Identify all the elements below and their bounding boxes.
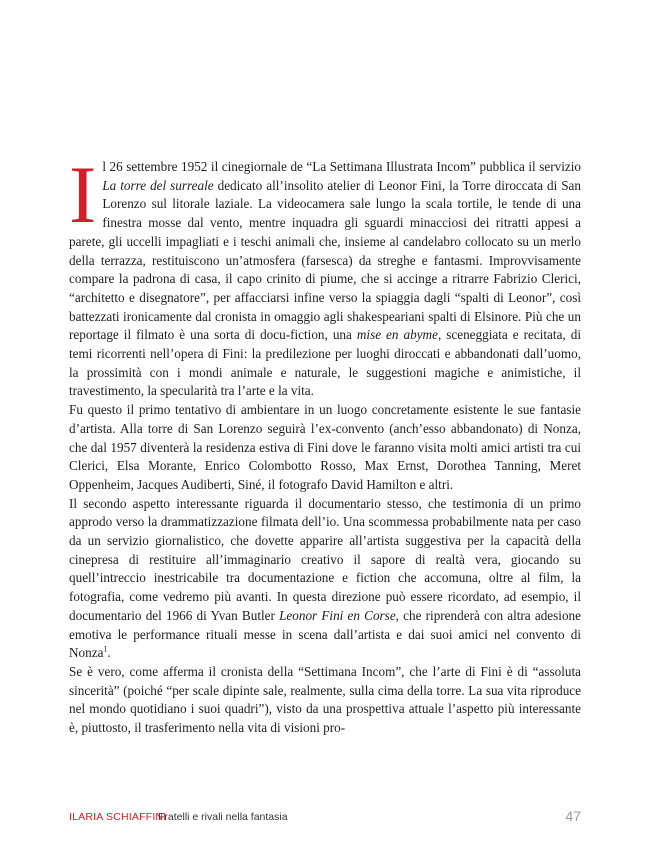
drop-cap: I xyxy=(69,149,97,240)
paragraph-1-text-b: dedicato all’insolito atelier di Leonor Fini, la Torre diroccata di San Lorenzo sul litorale laziale. La videocamera sale lungo la scala tortile, le tende di una finestra mosse dal vento, mentre inquadra gli sguardi minacciosi dei ritratti appesi a parete, gli uccelli impagliati e i teschi animali che, insieme al candelabro collocato su un merlo della terrazza, restituiscono un’atmosfera (farsesca) da streghe e fantasmi. Improvvisamente compare la padrona di casa, il capo crinito di piume, che si accinge a ritrarre Fabrizio Clerici, “architetto e disegnatore”, per affacciarsi infine verso la spiaggia dagli “spalti di Leonor”, così battezzati ironicamente dal cronista in omaggio agli shakespeariani spalti di Elsinore. Più che un reportage il filmato è una sorta di docu-fiction, una xyxy=(69,177,581,343)
paragraph-1-text-a: l 26 settembre 1952 il cinegiornale de “La Settimana Illustrata Incom” pubblica il servizio xyxy=(102,159,581,174)
paragraph-3-text-a: Il secondo aspetto interessante riguarda il documentario stesso, che testimonia di un primo approdo verso la drammatizzazione filmata dell’io. Una scommessa probabilmente nata per caso da un servizio giornalistico, che dovette apparire all’artista suggestiva per la capacità della cinepresa di restituire all’immaginario creativo il sapore di realtà vera, giocando su quell’intreccio inestricabile tra documentazione e fiction che accomuna, oltre al film, la fotografia, come vedremo più avanti. In questa direzione può essere ricordato, ad esempio, il documentario del 1966 di Yvan Butler xyxy=(69,495,581,623)
paragraph-2: Fu questo il primo tentativo di ambientare in un luogo concretamente esistente le sue fantasie d’artista. Alla torre di San Lorenzo seguirà l’ex-convento (anch’esso abbandonato) di Nonza, che dal 1957 diventerà la residenza estiva di Fini dove le faranno visita molti amici artisti tra cui Clerici, Elsa Morante, Enrico Colombotto Rosso, Max Ernst, Dorothea Tanning, Meret Oppenheim, Jacques Audiberti, Siné, il fotografo David Hamilton e altri. xyxy=(69,402,581,492)
paragraph-3-text-c: . xyxy=(107,645,111,661)
paragraph-4: Se è vero, come afferma il cronista della “Settimana Incom”, che l’arte di Fini è di “assoluta sincerità” (poiché “per scale dipinte sale, realmente, sulla cima della torre. La sua vita riproduce nel mondo quotidiano i suoi quadri”), visto da una prospettiva attuale l’aspetto più interessante è, piuttosto, il trasferimento nella vita di visioni pro- xyxy=(69,663,581,736)
body-text xyxy=(69,149,581,738)
paragraph-3 xyxy=(69,495,581,663)
footer-author: ILARIA SCHIAFFINI xyxy=(69,811,167,823)
film-title-leonor-fini-en-corse: Leonor Fini en Corse xyxy=(279,607,396,623)
page-footer xyxy=(69,808,581,828)
page-number: 47 xyxy=(565,808,581,824)
film-title-torre-del-surreale: La torre del surreale xyxy=(102,177,214,193)
footnote-marker[interactable]: 1 xyxy=(103,644,108,654)
footer-book-title: Fratelli e rivali nella fantasia xyxy=(158,811,288,823)
paragraph-1 xyxy=(69,149,581,401)
paragraph-1-text-c: , sceneggiata e recitata, di temi ricorrenti nell’opera di Fini: la predilezione per luoghi diroccati e abbandonati dall’uomo, la prossimità con i mondi animale e naturale, le suggestioni magiche e animistiche, il travestimento, la specularità tra l’arte e la vita. xyxy=(69,327,581,399)
term-mise-en-abyme: mise en abyme xyxy=(356,327,438,343)
paragraph-3-text-b: , che riprenderà con altra adesione emotiva le performance rituali messe in scena dall’artista e dai suoi amici nel convento di Nonza xyxy=(69,607,581,661)
